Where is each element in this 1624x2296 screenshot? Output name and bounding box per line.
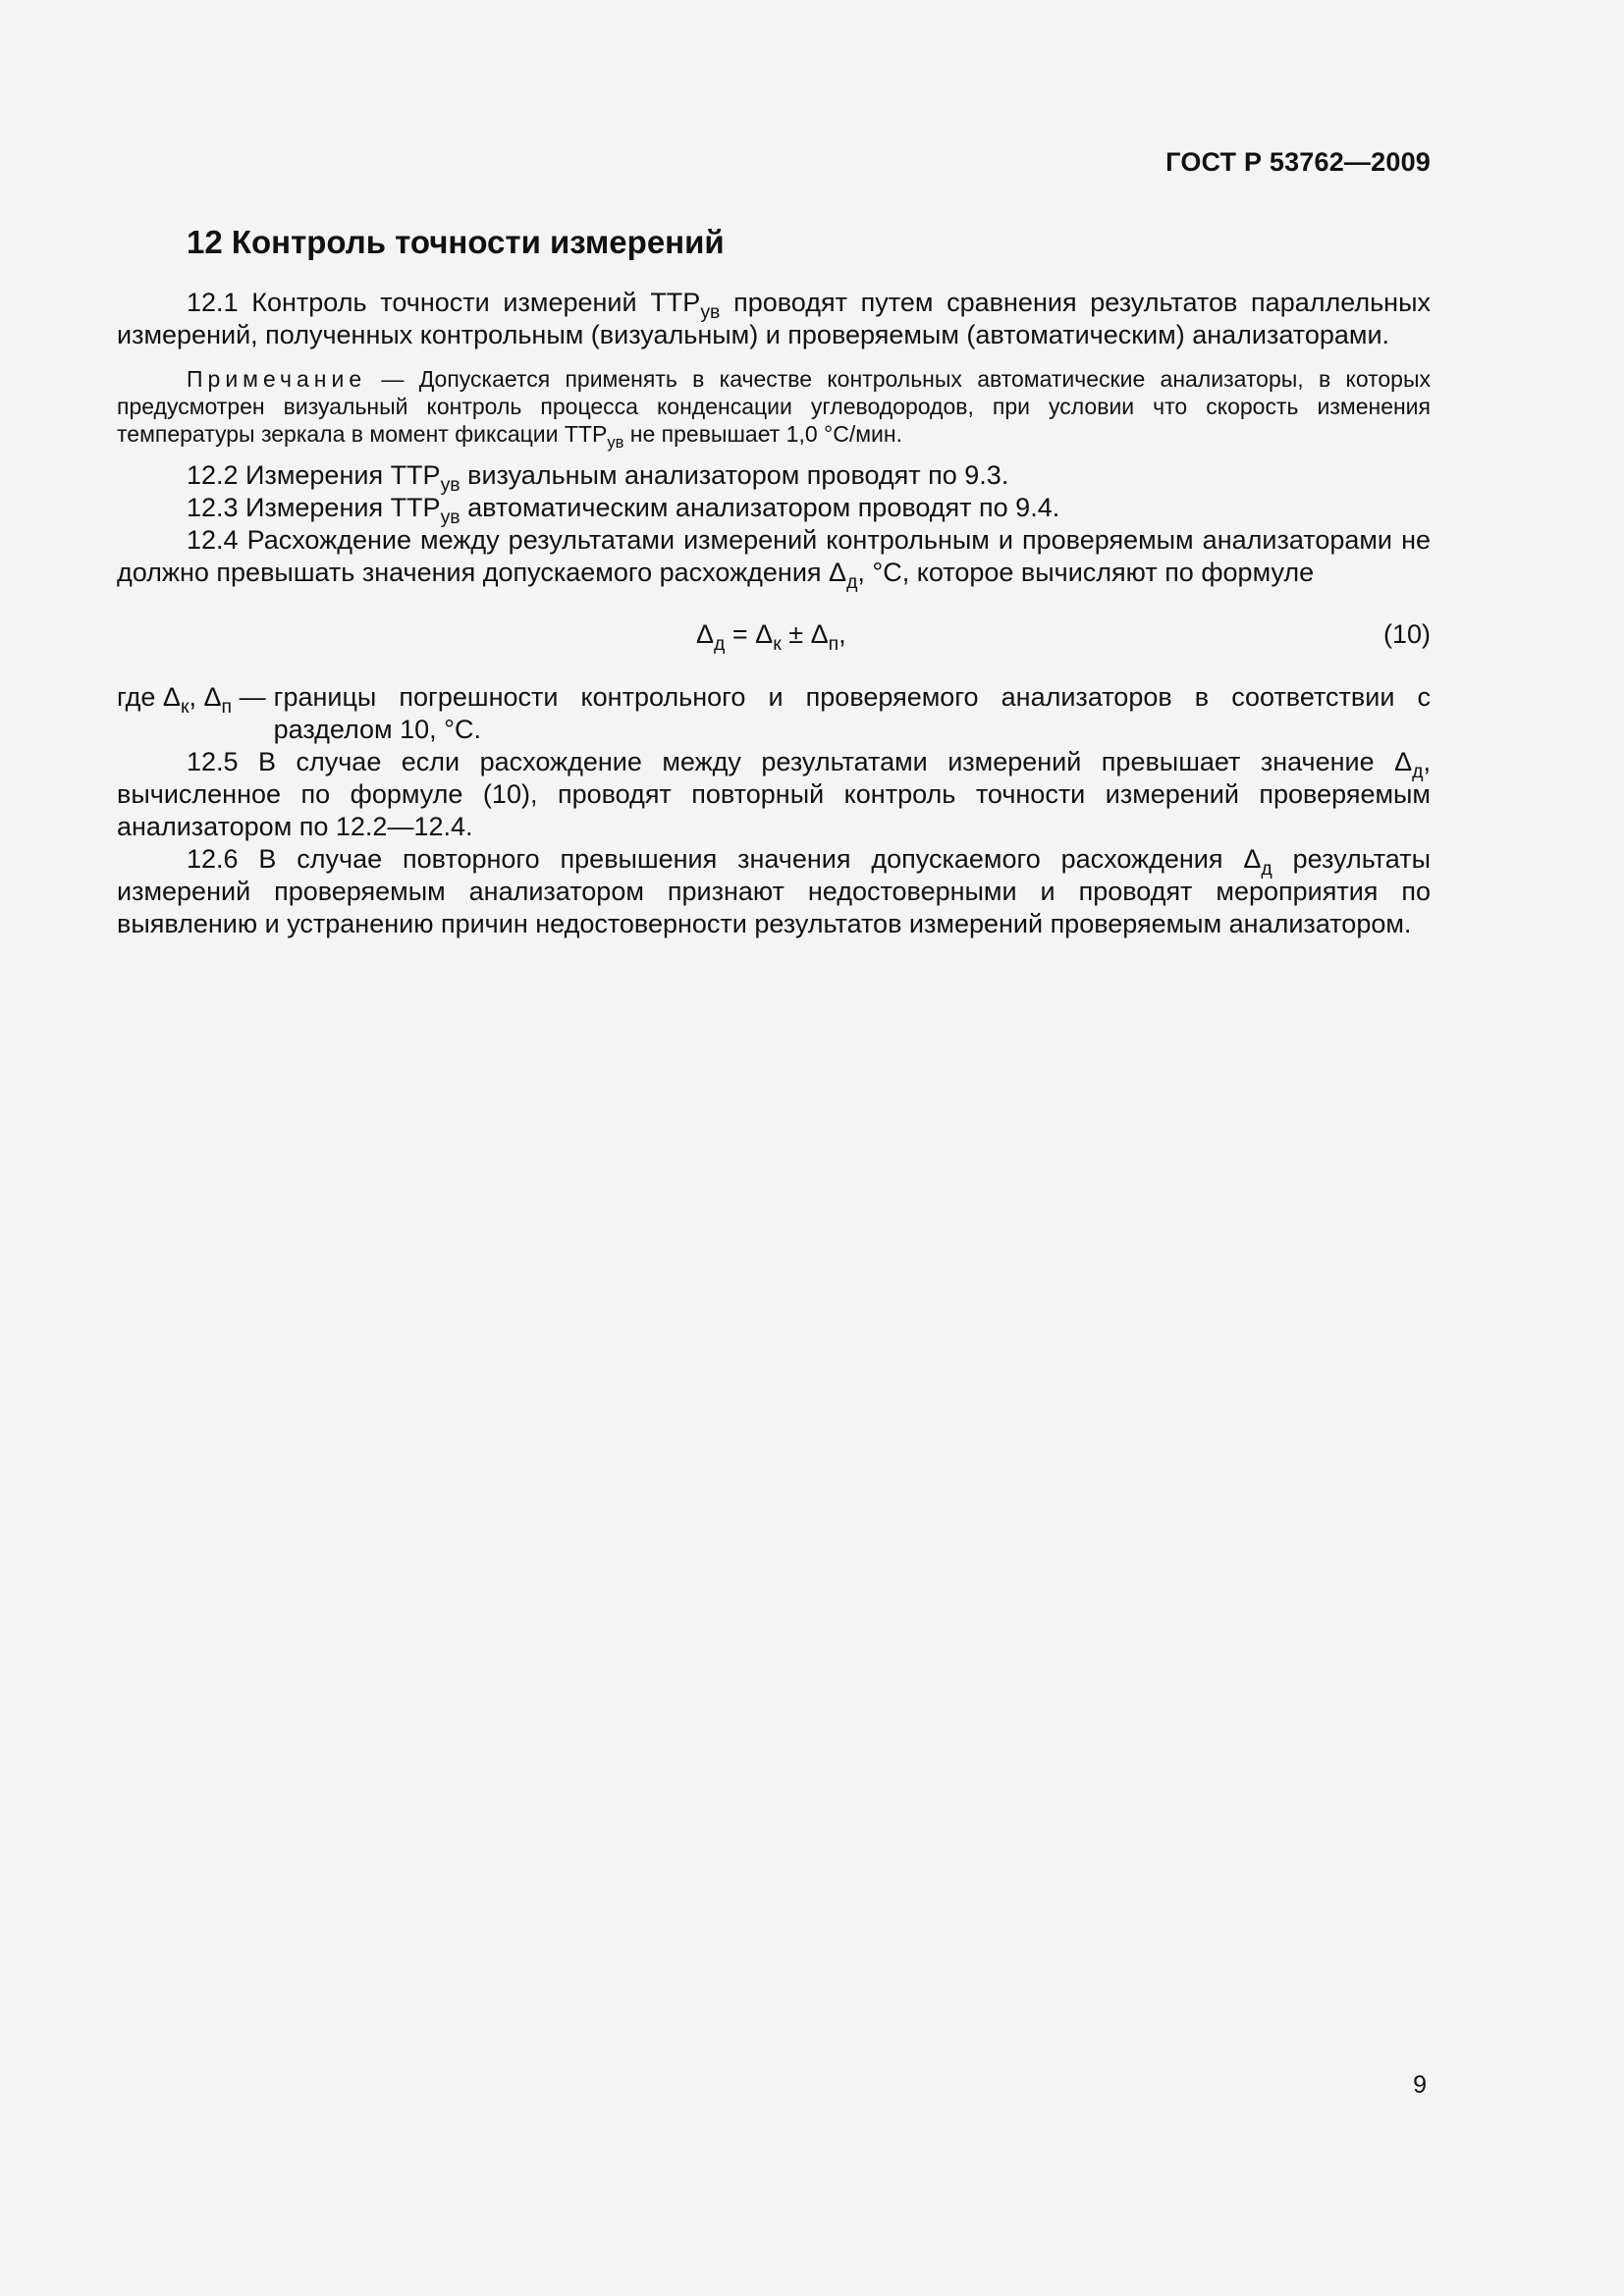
paragraph-12-2: 12.2 Измерения $ТТР_{ув}$ визуальным анализатором проводят по 9.3. (187, 460, 1009, 496)
legend-description: границы погрешности контрольного и проверяемого анализаторов в соответствии с разделом 10, °С. (273, 682, 1431, 744)
paragraph-12-4: 12.4 Расхождение между результатами измерений контрольным и проверяемым анализаторами не должно превышать значения допускаемого расхождения $\Delta_д$, °С, которое вычисляют по формуле (117, 525, 1431, 593)
formula-10 (117, 614, 1431, 658)
note: Примечание — Допускается применять в качестве контрольных автоматические анализаторы, в которых предусмотрен визуальный контроль процесса конденсации углеводородов, при условии что скорость изменения температуры зеркала в момент фиксации $ТТР_{ув}$ не превышает 1,0 °С/мин. (117, 366, 1431, 452)
formula-expression: $\Delta_д = \Delta_к \pm \Delta_п$, (696, 619, 846, 655)
delta-d-symbol: $\Delta_д$ (829, 558, 858, 593)
paragraph-12-1: 12.1 Контроль точности измерений $ТТР_{ув}$ проводят путем сравнения результатов параллельных измерений, полученных контрольным (визуальным) и проверяемым (автоматическим) анализаторами. (117, 288, 1431, 349)
note-label: Примечание (187, 366, 367, 392)
section-title: 12 Контроль точности измерений (187, 224, 725, 260)
ttr-symbol: $ТТР_{ув}$ (390, 460, 460, 496)
delta-d-symbol: $\Delta_д$ (1243, 844, 1272, 880)
ttr-symbol: $ТТР_{ув}$ (390, 493, 460, 528)
paragraph-12-6: 12.6 В случае повторного превышения значения допускаемого расхождения $\Delta_д$ результаты измерений проверяемым анализатором признают недостоверными и проводят мероприятия по выявлению и устранению причин недостоверности результатов измерений проверяемым анализатором. (117, 844, 1431, 938)
formula-number: (10) (1382, 619, 1431, 649)
ttr-symbol: $ТТР_{ув}$ (650, 288, 721, 323)
document-code: ГОСТ Р 53762—2009 (1165, 147, 1431, 177)
section-body (117, 287, 1431, 940)
page-number: 9 (1413, 2071, 1427, 2099)
paragraph-12-3: 12.3 Измерения $ТТР_{ув}$ автоматическим анализатором проводят по 9.4. (187, 493, 1060, 528)
formula-legend (117, 681, 1431, 746)
delta-d-symbol: $\Delta_д$ (1394, 747, 1424, 782)
ttr-symbol: $ТТР_{ув}$ (564, 421, 624, 452)
legend-symbols: где $\Delta_к$, $\Delta_п$ — (117, 682, 266, 718)
paragraph-12-5: 12.5 В случае если расхождение между результатами измерений превышает значение $\Delta_д$, вычисленное по формуле (10), проводят повторный контроль точности измерений проверяемым анализатором по 12.2—12.4. (117, 747, 1431, 841)
